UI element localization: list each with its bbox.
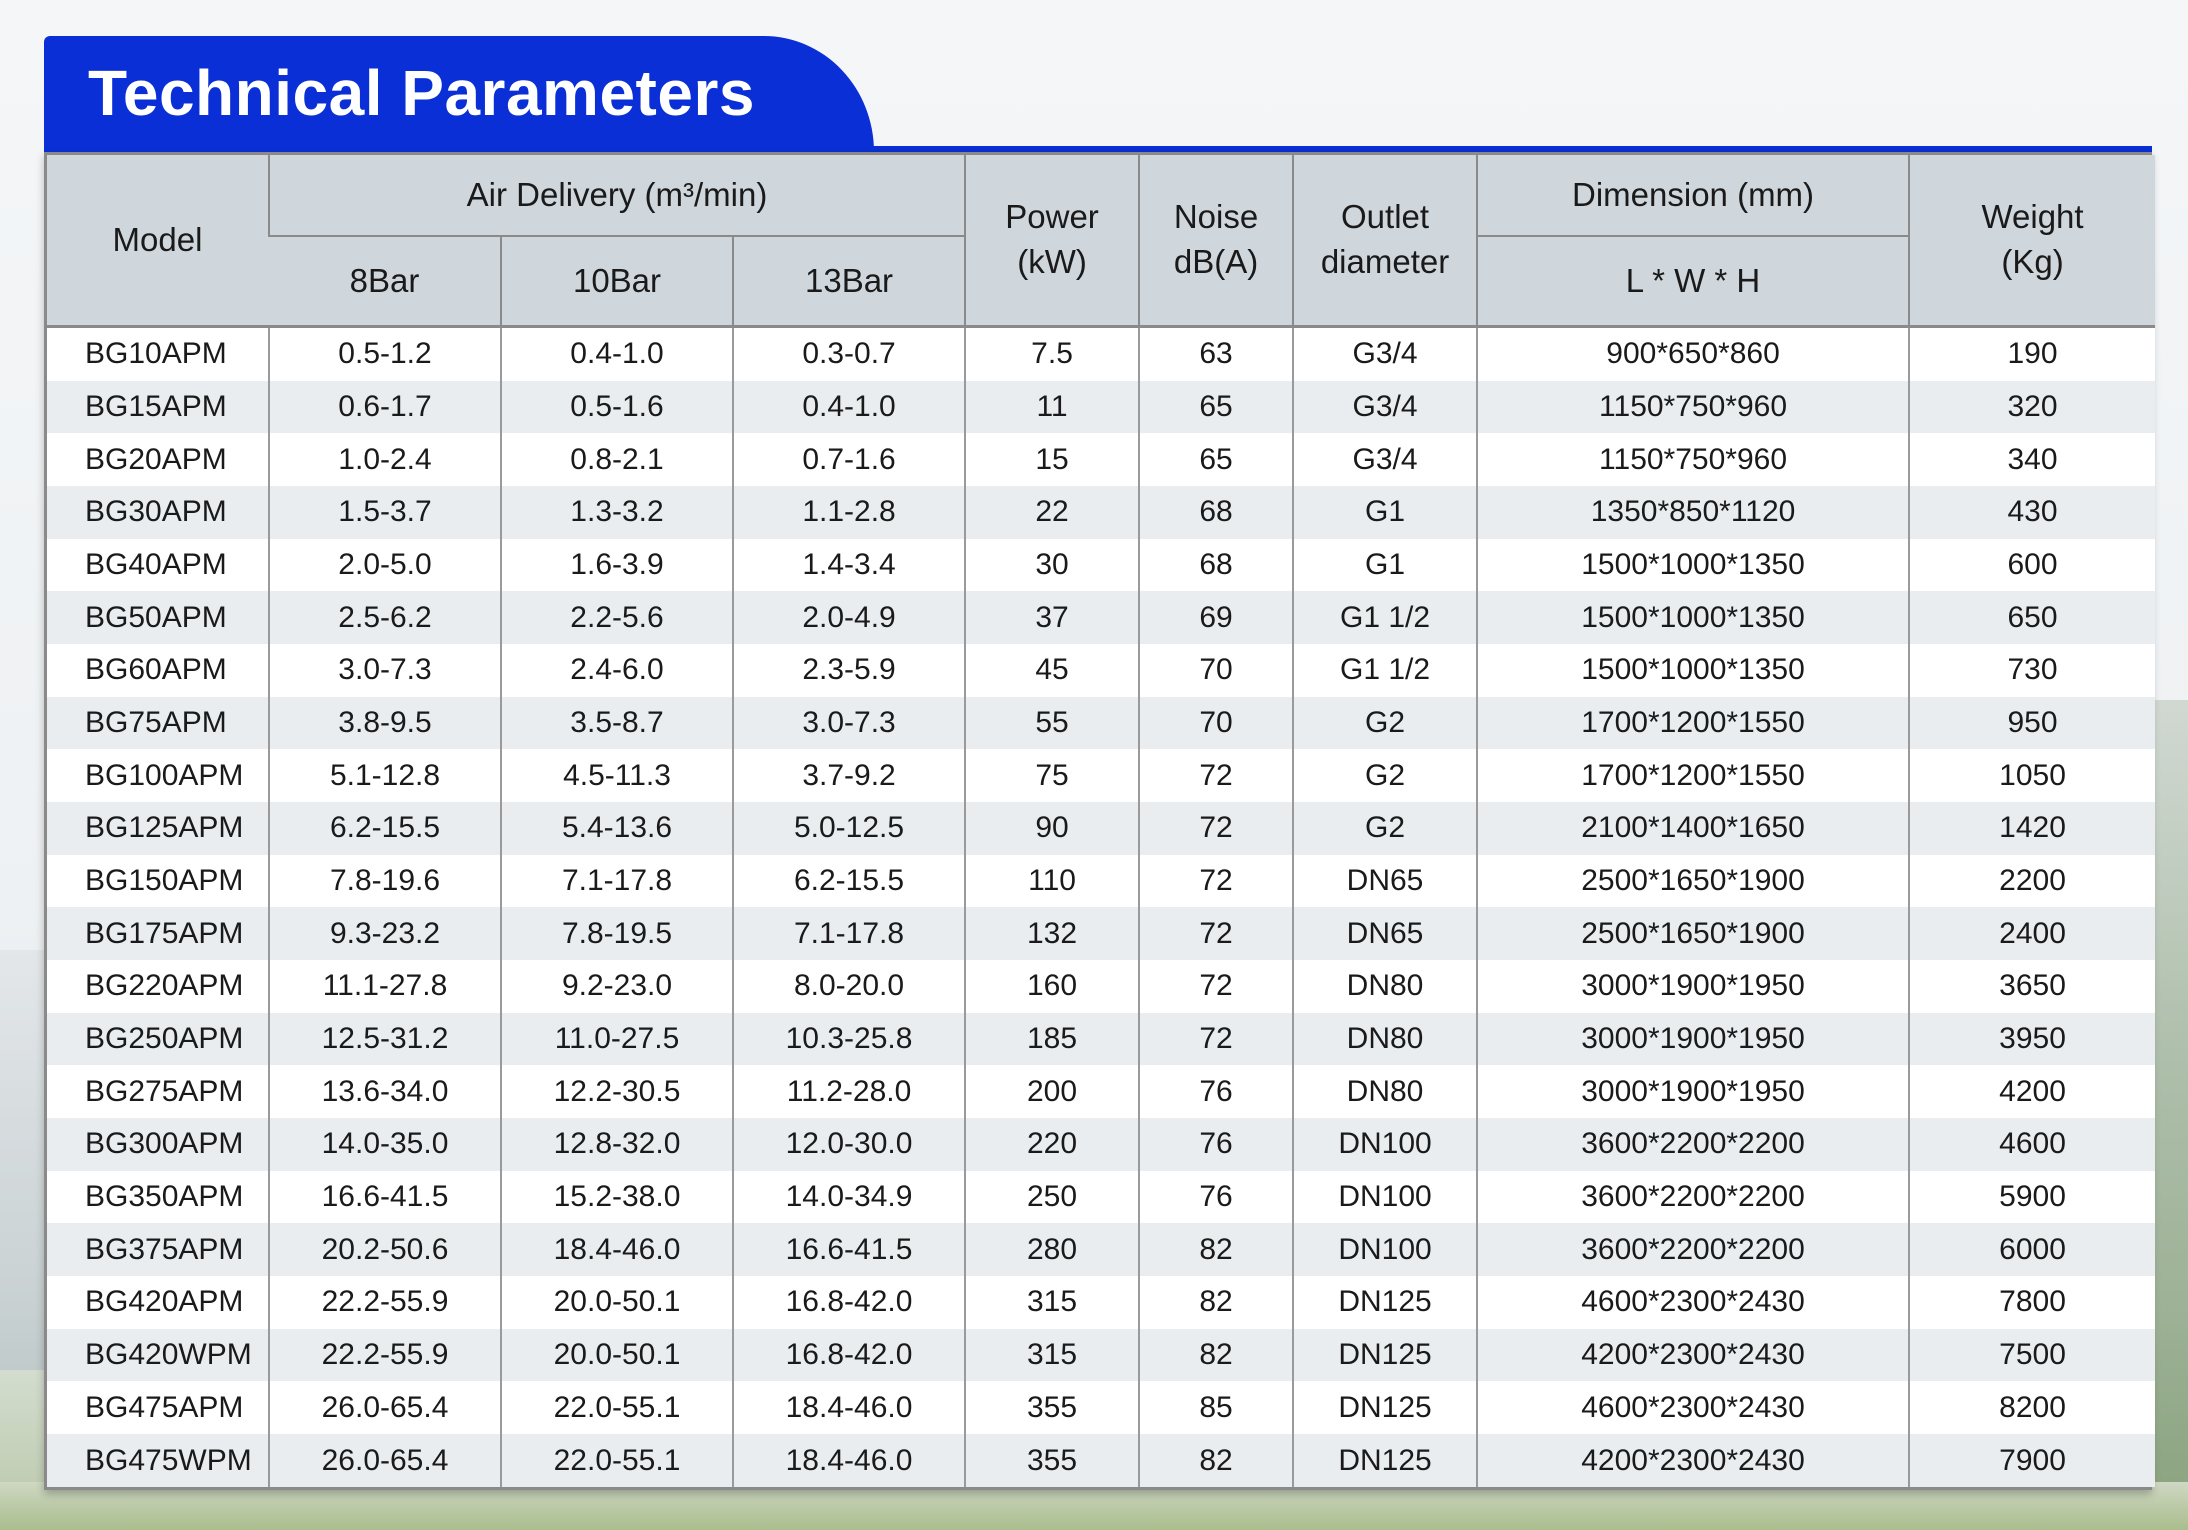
cell-noise: 82 bbox=[1139, 1223, 1293, 1276]
cell-weight: 3650 bbox=[1909, 960, 2155, 1013]
cell-air-13bar: 1.1-2.8 bbox=[733, 486, 965, 539]
cell-air-10bar: 3.5-8.7 bbox=[501, 697, 733, 750]
cell-noise: 72 bbox=[1139, 907, 1293, 960]
cell-model: BG175APM bbox=[47, 907, 269, 960]
cell-weight: 7500 bbox=[1909, 1329, 2155, 1382]
cell-air-8bar: 3.0-7.3 bbox=[269, 644, 501, 697]
parameters-table bbox=[47, 155, 2155, 1487]
table-row bbox=[47, 1171, 2155, 1224]
cell-power: 75 bbox=[965, 749, 1139, 802]
cell-model: BG150APM bbox=[47, 855, 269, 908]
cell-noise: 72 bbox=[1139, 749, 1293, 802]
cell-dimension: 1150*750*960 bbox=[1477, 381, 1909, 434]
cell-dimension: 3600*2200*2200 bbox=[1477, 1118, 1909, 1171]
cell-dimension: 1500*1000*1350 bbox=[1477, 539, 1909, 592]
table-row bbox=[47, 1434, 2155, 1487]
cell-air-13bar: 2.0-4.9 bbox=[733, 591, 965, 644]
cell-noise: 65 bbox=[1139, 433, 1293, 486]
cell-air-10bar: 0.4-1.0 bbox=[501, 327, 733, 381]
table-row bbox=[47, 1223, 2155, 1276]
table-row bbox=[47, 433, 2155, 486]
cell-air-13bar: 12.0-30.0 bbox=[733, 1118, 965, 1171]
cell-outlet: G2 bbox=[1293, 697, 1477, 750]
cell-dimension: 1350*850*1120 bbox=[1477, 486, 1909, 539]
cell-air-8bar: 11.1-27.8 bbox=[269, 960, 501, 1013]
cell-dimension: 4200*2300*2430 bbox=[1477, 1434, 1909, 1487]
cell-model: BG220APM bbox=[47, 960, 269, 1013]
cell-air-13bar: 0.4-1.0 bbox=[733, 381, 965, 434]
cell-air-10bar: 4.5-11.3 bbox=[501, 749, 733, 802]
cell-air-10bar: 9.2-23.0 bbox=[501, 960, 733, 1013]
cell-power: 280 bbox=[965, 1223, 1139, 1276]
cell-air-8bar: 26.0-65.4 bbox=[269, 1381, 501, 1434]
cell-weight: 2200 bbox=[1909, 855, 2155, 908]
cell-power: 30 bbox=[965, 539, 1139, 592]
cell-power: 132 bbox=[965, 907, 1139, 960]
cell-power: 355 bbox=[965, 1434, 1139, 1487]
cell-model: BG375APM bbox=[47, 1223, 269, 1276]
cell-dimension: 1700*1200*1550 bbox=[1477, 749, 1909, 802]
cell-air-13bar: 8.0-20.0 bbox=[733, 960, 965, 1013]
header-noise-line2: dB(A) bbox=[1173, 243, 1259, 280]
cell-noise: 69 bbox=[1139, 591, 1293, 644]
table-row bbox=[47, 749, 2155, 802]
header-noise bbox=[1139, 155, 1293, 327]
cell-air-10bar: 5.4-13.6 bbox=[501, 802, 733, 855]
cell-air-13bar: 18.4-46.0 bbox=[733, 1381, 965, 1434]
table-row bbox=[47, 907, 2155, 960]
cell-outlet: DN100 bbox=[1293, 1171, 1477, 1224]
cell-outlet: G1 1/2 bbox=[1293, 591, 1477, 644]
cell-power: 220 bbox=[965, 1118, 1139, 1171]
cell-dimension: 3000*1900*1950 bbox=[1477, 1013, 1909, 1066]
cell-outlet: DN125 bbox=[1293, 1381, 1477, 1434]
cell-air-8bar: 12.5-31.2 bbox=[269, 1013, 501, 1066]
cell-outlet: DN125 bbox=[1293, 1276, 1477, 1329]
cell-weight: 1050 bbox=[1909, 749, 2155, 802]
cell-air-13bar: 7.1-17.8 bbox=[733, 907, 965, 960]
cell-power: 11 bbox=[965, 381, 1139, 434]
cell-outlet: G2 bbox=[1293, 802, 1477, 855]
cell-outlet: DN125 bbox=[1293, 1434, 1477, 1487]
cell-air-13bar: 2.3-5.9 bbox=[733, 644, 965, 697]
cell-dimension: 1700*1200*1550 bbox=[1477, 697, 1909, 750]
cell-air-13bar: 18.4-46.0 bbox=[733, 1434, 965, 1487]
cell-noise: 82 bbox=[1139, 1276, 1293, 1329]
cell-dimension: 3600*2200*2200 bbox=[1477, 1223, 1909, 1276]
cell-model: BG100APM bbox=[47, 749, 269, 802]
cell-weight: 190 bbox=[1909, 327, 2155, 381]
header-dimension: Dimension (mm) bbox=[1477, 155, 1909, 236]
cell-power: 315 bbox=[965, 1276, 1139, 1329]
cell-power: 22 bbox=[965, 486, 1139, 539]
cell-outlet: G1 1/2 bbox=[1293, 644, 1477, 697]
cell-noise: 63 bbox=[1139, 327, 1293, 381]
header-model: Model bbox=[47, 155, 269, 327]
header-13bar: 13Bar bbox=[733, 236, 965, 327]
cell-weight: 6000 bbox=[1909, 1223, 2155, 1276]
cell-air-13bar: 0.7-1.6 bbox=[733, 433, 965, 486]
cell-outlet: DN125 bbox=[1293, 1329, 1477, 1382]
header-power-line1: Power bbox=[1005, 198, 1099, 236]
cell-air-13bar: 16.6-41.5 bbox=[733, 1223, 965, 1276]
cell-air-10bar: 22.0-55.1 bbox=[501, 1381, 733, 1434]
cell-air-13bar: 3.7-9.2 bbox=[733, 749, 965, 802]
table-row bbox=[47, 855, 2155, 908]
table-row bbox=[47, 539, 2155, 592]
cell-air-10bar: 18.4-46.0 bbox=[501, 1223, 733, 1276]
cell-model: BG50APM bbox=[47, 591, 269, 644]
cell-air-13bar: 10.3-25.8 bbox=[733, 1013, 965, 1066]
cell-outlet: G3/4 bbox=[1293, 433, 1477, 486]
table-row bbox=[47, 1065, 2155, 1118]
cell-weight: 2400 bbox=[1909, 907, 2155, 960]
cell-air-10bar: 1.3-3.2 bbox=[501, 486, 733, 539]
header-weight-line2: (Kg) bbox=[2001, 243, 2064, 280]
cell-noise: 72 bbox=[1139, 960, 1293, 1013]
cell-air-13bar: 1.4-3.4 bbox=[733, 539, 965, 592]
cell-dimension: 1500*1000*1350 bbox=[1477, 644, 1909, 697]
cell-noise: 76 bbox=[1139, 1171, 1293, 1224]
cell-air-10bar: 22.0-55.1 bbox=[501, 1434, 733, 1487]
cell-outlet: DN65 bbox=[1293, 855, 1477, 908]
cell-dimension: 2500*1650*1900 bbox=[1477, 855, 1909, 908]
cell-outlet: DN80 bbox=[1293, 960, 1477, 1013]
cell-outlet: DN80 bbox=[1293, 1065, 1477, 1118]
table-row bbox=[47, 381, 2155, 434]
cell-air-10bar: 1.6-3.9 bbox=[501, 539, 733, 592]
cell-weight: 650 bbox=[1909, 591, 2155, 644]
header-8bar: 8Bar bbox=[269, 236, 501, 327]
cell-dimension: 1500*1000*1350 bbox=[1477, 591, 1909, 644]
cell-noise: 76 bbox=[1139, 1065, 1293, 1118]
table-row bbox=[47, 1276, 2155, 1329]
cell-air-8bar: 2.0-5.0 bbox=[269, 539, 501, 592]
cell-dimension: 4200*2300*2430 bbox=[1477, 1329, 1909, 1382]
cell-model: BG420APM bbox=[47, 1276, 269, 1329]
cell-air-13bar: 0.3-0.7 bbox=[733, 327, 965, 381]
header-air-delivery: Air Delivery (m³/min) bbox=[269, 155, 965, 236]
cell-weight: 7900 bbox=[1909, 1434, 2155, 1487]
cell-dimension: 3600*2200*2200 bbox=[1477, 1171, 1909, 1224]
cell-power: 200 bbox=[965, 1065, 1139, 1118]
header-power-line2: (kW) bbox=[1017, 243, 1087, 280]
cell-outlet: G3/4 bbox=[1293, 381, 1477, 434]
table-row bbox=[47, 697, 2155, 750]
parameters-table-container bbox=[44, 152, 2152, 1490]
header-outlet bbox=[1293, 155, 1477, 327]
cell-air-8bar: 1.0-2.4 bbox=[269, 433, 501, 486]
cell-weight: 3950 bbox=[1909, 1013, 2155, 1066]
cell-model: BG350APM bbox=[47, 1171, 269, 1224]
cell-dimension: 4600*2300*2430 bbox=[1477, 1381, 1909, 1434]
cell-model: BG475WPM bbox=[47, 1434, 269, 1487]
header-noise-line1: Noise bbox=[1173, 198, 1259, 236]
cell-dimension: 2100*1400*1650 bbox=[1477, 802, 1909, 855]
cell-model: BG15APM bbox=[47, 381, 269, 434]
cell-air-10bar: 7.8-19.5 bbox=[501, 907, 733, 960]
header-weight-line1: Weight bbox=[1981, 198, 2084, 236]
cell-outlet: G2 bbox=[1293, 749, 1477, 802]
cell-outlet: DN100 bbox=[1293, 1118, 1477, 1171]
cell-air-8bar: 22.2-55.9 bbox=[269, 1329, 501, 1382]
header-outlet-line1: Outlet bbox=[1341, 198, 1430, 236]
cell-model: BG75APM bbox=[47, 697, 269, 750]
cell-dimension: 1150*750*960 bbox=[1477, 433, 1909, 486]
cell-air-8bar: 1.5-3.7 bbox=[269, 486, 501, 539]
cell-model: BG275APM bbox=[47, 1065, 269, 1118]
cell-air-13bar: 16.8-42.0 bbox=[733, 1276, 965, 1329]
cell-outlet: DN65 bbox=[1293, 907, 1477, 960]
cell-dimension: 3000*1900*1950 bbox=[1477, 1065, 1909, 1118]
cell-weight: 320 bbox=[1909, 381, 2155, 434]
cell-weight: 340 bbox=[1909, 433, 2155, 486]
cell-weight: 1420 bbox=[1909, 802, 2155, 855]
cell-power: 55 bbox=[965, 697, 1139, 750]
cell-power: 315 bbox=[965, 1329, 1139, 1382]
cell-air-13bar: 14.0-34.9 bbox=[733, 1171, 965, 1224]
cell-weight: 950 bbox=[1909, 697, 2155, 750]
table-body bbox=[47, 327, 2155, 1488]
cell-air-8bar: 20.2-50.6 bbox=[269, 1223, 501, 1276]
cell-air-10bar: 0.8-2.1 bbox=[501, 433, 733, 486]
cell-air-8bar: 16.6-41.5 bbox=[269, 1171, 501, 1224]
header-10bar: 10Bar bbox=[501, 236, 733, 327]
cell-noise: 72 bbox=[1139, 1013, 1293, 1066]
cell-outlet: DN80 bbox=[1293, 1013, 1477, 1066]
cell-weight: 8200 bbox=[1909, 1381, 2155, 1434]
cell-dimension: 3000*1900*1950 bbox=[1477, 960, 1909, 1013]
cell-weight: 430 bbox=[1909, 486, 2155, 539]
cell-weight: 5900 bbox=[1909, 1171, 2155, 1224]
cell-air-10bar: 2.4-6.0 bbox=[501, 644, 733, 697]
cell-noise: 70 bbox=[1139, 697, 1293, 750]
cell-outlet: G3/4 bbox=[1293, 327, 1477, 381]
cell-model: BG300APM bbox=[47, 1118, 269, 1171]
cell-noise: 82 bbox=[1139, 1434, 1293, 1487]
cell-air-10bar: 12.8-32.0 bbox=[501, 1118, 733, 1171]
cell-model: BG20APM bbox=[47, 433, 269, 486]
table-header bbox=[47, 155, 2155, 327]
header-outlet-line2: diameter bbox=[1320, 243, 1450, 280]
cell-dimension: 4600*2300*2430 bbox=[1477, 1276, 1909, 1329]
cell-air-10bar: 0.5-1.6 bbox=[501, 381, 733, 434]
cell-air-13bar: 6.2-15.5 bbox=[733, 855, 965, 908]
cell-model: BG60APM bbox=[47, 644, 269, 697]
cell-noise: 68 bbox=[1139, 486, 1293, 539]
cell-model: BG125APM bbox=[47, 802, 269, 855]
cell-noise: 72 bbox=[1139, 802, 1293, 855]
cell-power: 110 bbox=[965, 855, 1139, 908]
cell-power: 15 bbox=[965, 433, 1139, 486]
cell-weight: 730 bbox=[1909, 644, 2155, 697]
cell-air-8bar: 9.3-23.2 bbox=[269, 907, 501, 960]
cell-air-10bar: 11.0-27.5 bbox=[501, 1013, 733, 1066]
table-row bbox=[47, 1013, 2155, 1066]
cell-noise: 72 bbox=[1139, 855, 1293, 908]
header-lwh: L * W * H bbox=[1477, 236, 1909, 327]
table-row bbox=[47, 960, 2155, 1013]
cell-weight: 600 bbox=[1909, 539, 2155, 592]
cell-model: BG30APM bbox=[47, 486, 269, 539]
page-title: Technical Parameters bbox=[88, 57, 755, 129]
cell-model: BG250APM bbox=[47, 1013, 269, 1066]
cell-power: 90 bbox=[965, 802, 1139, 855]
cell-outlet: DN100 bbox=[1293, 1223, 1477, 1276]
cell-power: 7.5 bbox=[965, 327, 1139, 381]
cell-weight: 4200 bbox=[1909, 1065, 2155, 1118]
cell-dimension: 900*650*860 bbox=[1477, 327, 1909, 381]
cell-air-8bar: 22.2-55.9 bbox=[269, 1276, 501, 1329]
cell-air-8bar: 13.6-34.0 bbox=[269, 1065, 501, 1118]
table-row bbox=[47, 486, 2155, 539]
cell-air-13bar: 5.0-12.5 bbox=[733, 802, 965, 855]
table-row bbox=[47, 1118, 2155, 1171]
cell-model: BG40APM bbox=[47, 539, 269, 592]
cell-air-10bar: 20.0-50.1 bbox=[501, 1276, 733, 1329]
cell-power: 160 bbox=[965, 960, 1139, 1013]
cell-air-13bar: 3.0-7.3 bbox=[733, 697, 965, 750]
cell-air-8bar: 14.0-35.0 bbox=[269, 1118, 501, 1171]
cell-power: 37 bbox=[965, 591, 1139, 644]
cell-power: 355 bbox=[965, 1381, 1139, 1434]
table-row bbox=[47, 1381, 2155, 1434]
cell-air-8bar: 0.5-1.2 bbox=[269, 327, 501, 381]
cell-air-8bar: 26.0-65.4 bbox=[269, 1434, 501, 1487]
cell-air-10bar: 12.2-30.5 bbox=[501, 1065, 733, 1118]
cell-model: BG10APM bbox=[47, 327, 269, 381]
cell-air-10bar: 2.2-5.6 bbox=[501, 591, 733, 644]
table-row bbox=[47, 1329, 2155, 1382]
cell-air-10bar: 7.1-17.8 bbox=[501, 855, 733, 908]
table-row bbox=[47, 644, 2155, 697]
cell-air-8bar: 3.8-9.5 bbox=[269, 697, 501, 750]
cell-dimension: 2500*1650*1900 bbox=[1477, 907, 1909, 960]
cell-model: BG475APM bbox=[47, 1381, 269, 1434]
cell-air-13bar: 11.2-28.0 bbox=[733, 1065, 965, 1118]
cell-outlet: G1 bbox=[1293, 539, 1477, 592]
cell-air-10bar: 15.2-38.0 bbox=[501, 1171, 733, 1224]
table-row bbox=[47, 591, 2155, 644]
cell-outlet: G1 bbox=[1293, 486, 1477, 539]
cell-air-10bar: 20.0-50.1 bbox=[501, 1329, 733, 1382]
header-weight bbox=[1909, 155, 2155, 327]
background-building bbox=[0, 950, 48, 1370]
cell-noise: 70 bbox=[1139, 644, 1293, 697]
cell-air-8bar: 7.8-19.6 bbox=[269, 855, 501, 908]
cell-power: 45 bbox=[965, 644, 1139, 697]
cell-air-8bar: 5.1-12.8 bbox=[269, 749, 501, 802]
cell-weight: 7800 bbox=[1909, 1276, 2155, 1329]
table-row bbox=[47, 327, 2155, 381]
cell-power: 185 bbox=[965, 1013, 1139, 1066]
cell-air-8bar: 2.5-6.2 bbox=[269, 591, 501, 644]
header-power bbox=[965, 155, 1139, 327]
cell-weight: 4600 bbox=[1909, 1118, 2155, 1171]
cell-model: BG420WPM bbox=[47, 1329, 269, 1382]
cell-noise: 76 bbox=[1139, 1118, 1293, 1171]
table-row bbox=[47, 802, 2155, 855]
cell-noise: 68 bbox=[1139, 539, 1293, 592]
cell-noise: 82 bbox=[1139, 1329, 1293, 1382]
cell-power: 250 bbox=[965, 1171, 1139, 1224]
cell-air-8bar: 6.2-15.5 bbox=[269, 802, 501, 855]
cell-air-13bar: 16.8-42.0 bbox=[733, 1329, 965, 1382]
cell-noise: 85 bbox=[1139, 1381, 1293, 1434]
cell-air-8bar: 0.6-1.7 bbox=[269, 381, 501, 434]
cell-noise: 65 bbox=[1139, 381, 1293, 434]
